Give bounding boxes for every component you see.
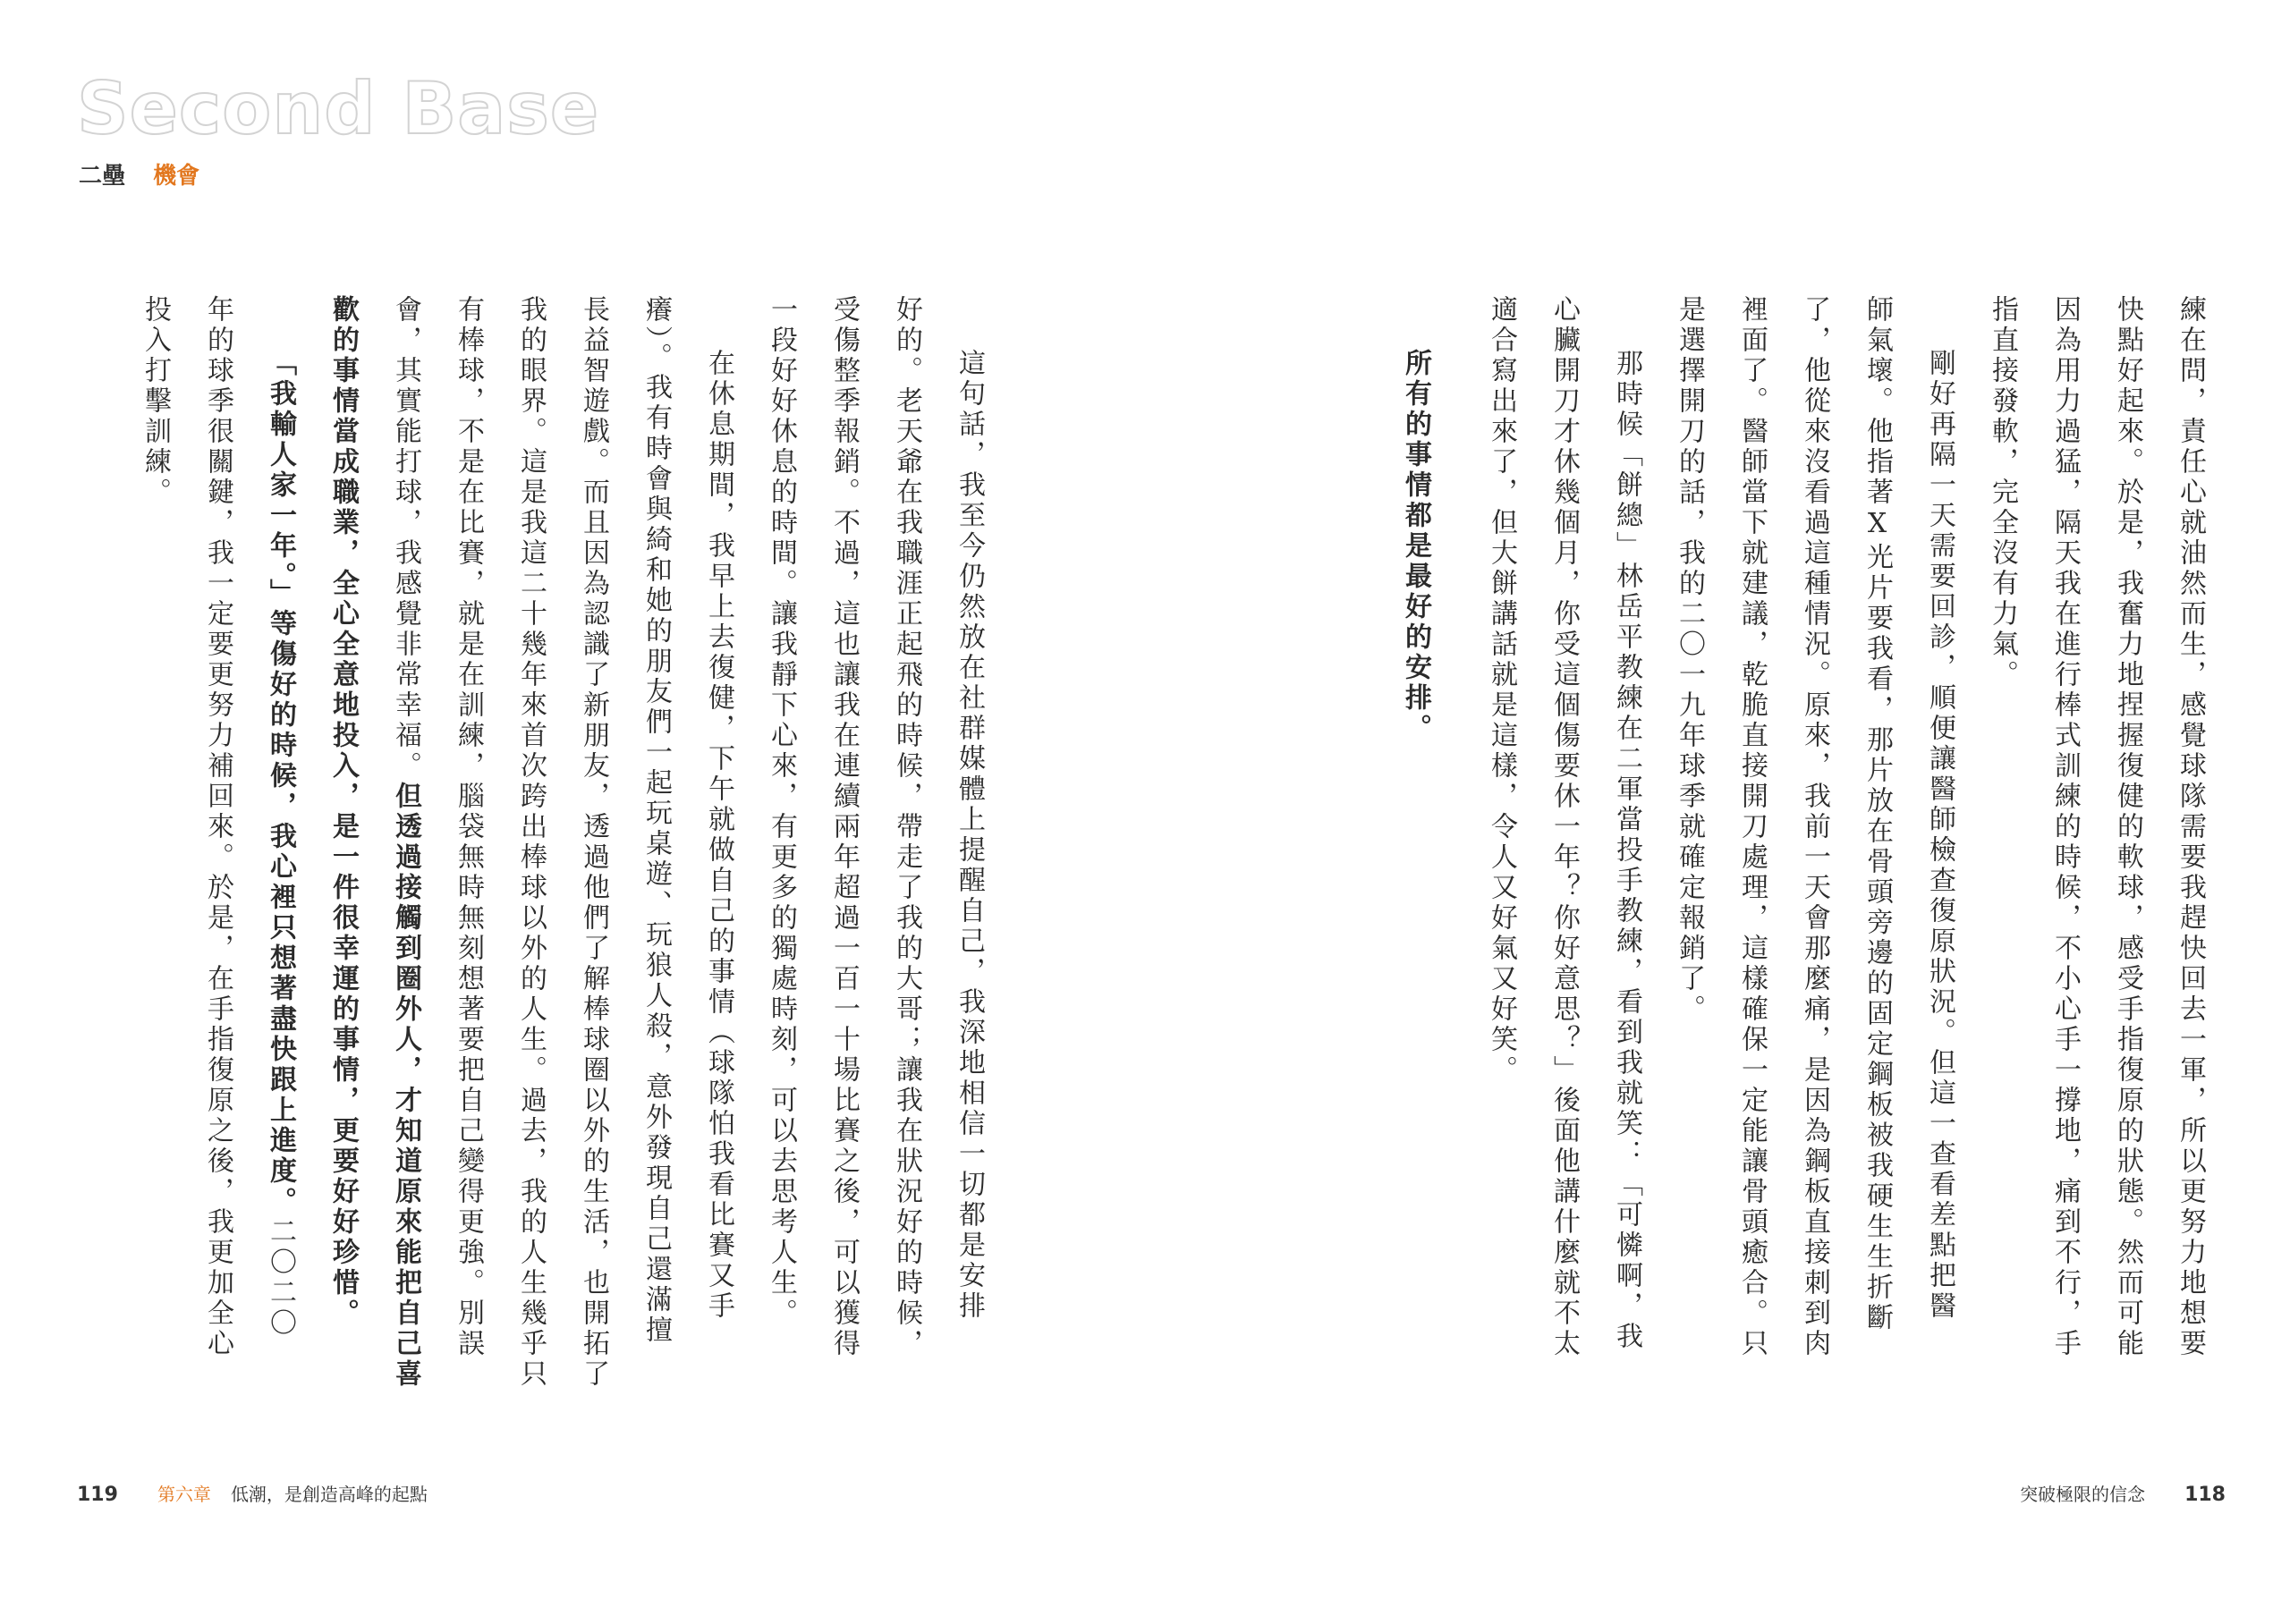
right-page [1145, 0, 2290, 1624]
right-page-body [1400, 295, 2209, 1404]
text-column: 適合寫出來了，但大餅講話就是這樣，令人又好氣又好笑。 [1486, 295, 1517, 1086]
text-column: 投入打擊訓練。 [140, 295, 171, 508]
section-subtitle-base: 二壘 [79, 163, 126, 190]
text-column: 裡面了。醫師當下就建議，乾脆直接開刀處理，這樣確保一定能讓骨頭癒合。只 [1736, 295, 1768, 1359]
text-column: 師氣壞。他指著X光片要我看，那片放在骨頭旁邊的固定鋼板被我硬生生折斷 [1862, 295, 1893, 1333]
text-column: 心臟開刀才休幾個月，你受這個傷要休一年？你好意思？」後面他講什麼就不太 [1548, 295, 1580, 1359]
text-column: 是選擇開刀的話，我的二〇一九年球季就確定報銷了。 [1674, 295, 1705, 1025]
text-column: 會，其實能打球，我感覺非常幸福。但透過接觸到圈外人，才知道原來能把自己喜 [390, 295, 421, 1390]
page-number: 118 [2184, 1484, 2226, 1506]
text-column: 快點好起來。於是，我奮力地捏握復健的軟球，感受手指復原的狀態。然而可能 [2112, 295, 2143, 1359]
text-column: 那時候「餅總」林岳平教練在二軍當投手教練，看到我就笑：「可憐啊，我 [1611, 349, 1642, 1352]
text-column: 了，他從來沒看過這種情況。原來，我前一天會那麼痛，是因為鋼板直接刺到肉 [1799, 295, 1830, 1359]
text-column: 癢）。我有時會與綺和她的朋友們一起玩桌遊、玩狼人殺，意外發現自己還滿擅 [640, 295, 672, 1346]
text-column: 年的球季很關鍵，我一定要更努力補回來。於是，在手指復原之後，我更加全心 [202, 295, 233, 1359]
text-column: 因為用力過猛，隔天我在進行棒式訓練的時候，不小心手一撐地，痛到不行，手 [2049, 295, 2081, 1359]
right-footer [2020, 1480, 2226, 1506]
text-column: 剛好再隔一天需要回診，順便讓醫師檢查復原狀況。但這一查看差點把醫 [1924, 349, 1955, 1322]
section-subtitle [79, 157, 199, 190]
left-page-body [140, 295, 988, 1404]
text-column: 練在問，責任心就油然而生，感覺球隊需要我趕快回去一軍，所以更努力地想要 [2175, 295, 2206, 1359]
section-subtitle-accent: 機會 [153, 163, 200, 190]
text-column: 指直接發軟，完全沒有力氣。 [1987, 295, 2018, 690]
page-number: 119 [77, 1484, 118, 1506]
section-title: Second Base [77, 67, 600, 150]
chapter-title: 低潮，是創造高峰的起點 [230, 1484, 428, 1505]
text-column: 這句話，我至今仍然放在社群媒體上提醒自己，我深地相信一切都是安排 [954, 349, 985, 1322]
text-column: 我的眼界。這是我這二十幾年來首次跨出棒球以外的人生。過去，我的人生幾乎只 [515, 295, 547, 1390]
text-column: 歡的事情當成職業，全心全意地投入，是一件很幸運的事情，更要好好珍惜。 [327, 295, 359, 1329]
text-column: 一段好好休息的時間。讓我靜下心來，有更多的獨處時刻，可以去思考人生。 [766, 295, 797, 1329]
text-column: 好的。老天爺在我職涯正起飛的時候，帶走了我的大哥；讓我在狀況好的時候， [891, 295, 922, 1359]
text-column: 有棒球，不是在比賽，就是在訓練，腦袋無時無刻想著要把自己變得更強。別誤 [453, 295, 484, 1359]
text-column: 在休息期間，我早上去復健，下午就做自己的事情（球隊怕我看比賽又手 [703, 349, 734, 1322]
pull-quote: 所有的事情都是最好的安排。 [1400, 349, 1431, 744]
left-footer [77, 1480, 428, 1506]
text-column: 「我輸人家一年。」等傷好的時候，我心裡只想著盡快跟上進度。二〇二〇 [265, 349, 296, 1339]
text-column: 受傷整季報銷。不過，這也讓我在連續兩年超過一百一十場比賽之後，可以獲得 [828, 295, 860, 1359]
running-title: 突破極限的信念 [2020, 1484, 2146, 1505]
text-column: 長益智遊戲。而且因為認識了新朋友，透過他們了解棒球圈以外的生活，也開拓了 [578, 295, 609, 1390]
chapter-label: 第六章 [157, 1484, 211, 1505]
